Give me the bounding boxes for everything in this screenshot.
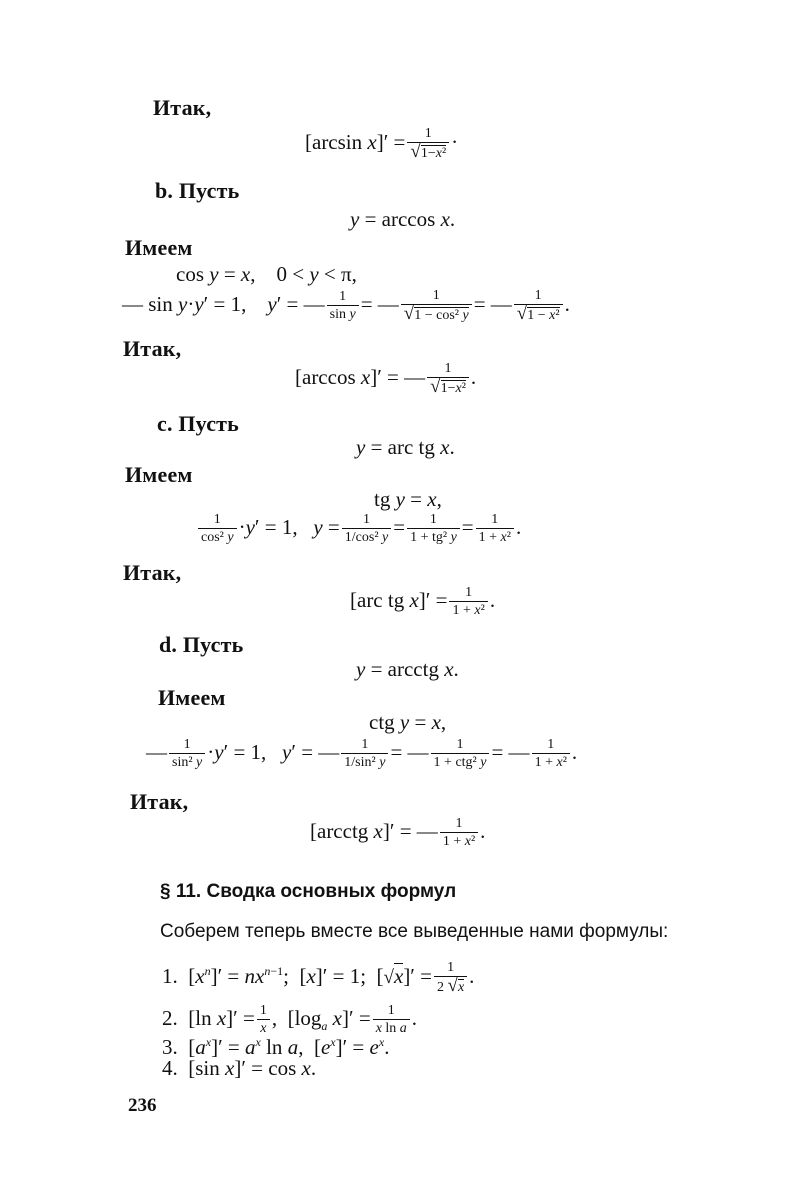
paragraph-imeem: Имеем bbox=[125, 462, 193, 487]
section-title: § 11. Сводка основных формул bbox=[160, 881, 457, 902]
paragraph-part-c: c. Пусть bbox=[157, 411, 240, 436]
summary-item-number: 4. bbox=[162, 1056, 178, 1080]
paragraph-itak: Итак, bbox=[123, 560, 182, 585]
paragraph-imeem: Имеем bbox=[158, 685, 226, 710]
summary-item-3: 3. $[a^x]' = a^x$ ln a, $[e^x]' = e^x$. bbox=[162, 1035, 390, 1059]
summary-item-number: 1. bbox=[162, 963, 178, 988]
formula-c-deriv: $\frac{1}{\text{cos² y}}$ ·y′ = 1, y = $\frac{1}{\text{1/cos² y}}$ = $\frac{1}{\text{1 + tg² y}}$ = $\frac{1}{\text{1 + x²}}$ . bbox=[196, 512, 521, 546]
formula-c-def: y = arc tg x. bbox=[356, 435, 455, 459]
formula-b-rel: cos y = x, 0 < y < π, bbox=[176, 262, 357, 286]
formula-c-rel: tg y = x, bbox=[374, 487, 442, 511]
formula-b-def: y = arccos x. bbox=[350, 207, 456, 231]
formula-arctg: [arc tg x]′ = $\frac{1}{\text{1 + x²}}$ . bbox=[350, 585, 496, 618]
paragraph-itak: Итак, bbox=[123, 336, 182, 361]
summary-item-4: 4. [sin x]′ = cos x. bbox=[162, 1056, 317, 1080]
page-number: 236 bbox=[128, 1095, 157, 1116]
formula-arcsin: [arcsin x]′ = $\frac{1}{\text{√1−x²}}$ · bbox=[305, 126, 459, 162]
paragraph-itak: Итак, bbox=[153, 95, 212, 120]
summary-item-1: 1. $[x^n]' = nx^{n-1}$; [x]′ = 1; [√x]′ = $\frac{1}{2 √x}$ . bbox=[162, 960, 475, 996]
summary-item-number: 2. bbox=[162, 1005, 178, 1030]
formula-d-rel: ctg y = x, bbox=[369, 710, 447, 734]
summary-item-number: 3. bbox=[162, 1035, 178, 1059]
formula-b-deriv: — sin y·y′ = 1, y′ = — $\frac{1}{\text{sin y}}$ = — $\frac{1}{\text{√1 − cos² y}}$ = — $\frac{1}{\text{√1 − x²}}$ . bbox=[122, 288, 570, 324]
summary-item-2: 2. [ln x]′ = $\frac{1}{x}$ , [$\log_a$ x]′ = $\frac{1}{\text{x ln a}}$ . bbox=[162, 1003, 418, 1036]
paragraph-itak: Итак, bbox=[130, 789, 189, 814]
paragraph-imeem: Имеем bbox=[125, 235, 193, 260]
formula-arccos: [arccos x]′ = — $\frac{1}{\text{√1−x²}}$ . bbox=[295, 361, 477, 397]
section-intro: Соберем теперь вместе все выведенные нами формулы: bbox=[160, 921, 669, 942]
paragraph-part-d: d. Пусть bbox=[159, 632, 244, 657]
formula-d-def: y = arcctg x. bbox=[356, 657, 459, 681]
formula-d-deriv: — $\frac{1}{\text{sin² y}}$ ·y′ = 1, y′ = — $\frac{1}{\text{1/sin² y}}$ = — $\frac{1}{\text{1 + ctg² y}}$ = — $\frac{1}{\text{1 + x²}}$ . bbox=[146, 737, 578, 770]
paragraph-part-b: b. Пусть bbox=[155, 178, 240, 203]
formula-arcctg: [arcctg x]′ = — $\frac{1}{\text{1 + x²}}$ . bbox=[310, 816, 486, 849]
